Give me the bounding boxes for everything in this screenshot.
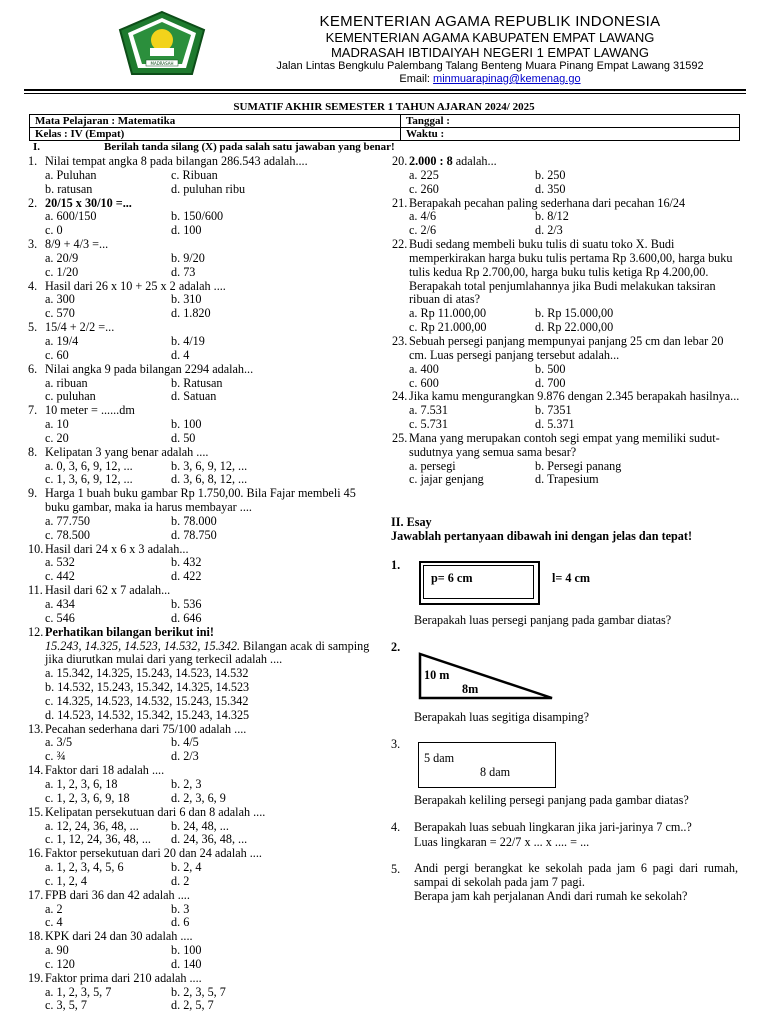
question-number: 23.: [392, 333, 408, 348]
exam-info-table: [29, 114, 740, 141]
answer-option[interactable]: c. 5.731: [409, 417, 448, 432]
answer-option[interactable]: a. 4/6: [409, 209, 437, 224]
answer-option[interactable]: a. 532: [45, 555, 75, 570]
answer-option[interactable]: d. 2/3: [171, 749, 199, 764]
rect3-width-label: 5 dam: [424, 751, 455, 765]
answer-option[interactable]: a. ribuan: [45, 375, 88, 390]
question-number: 17.: [28, 887, 44, 902]
option-row: [45, 598, 380, 612]
question-text: Pecahan sederhana dari 75/100 adalah ....: [45, 721, 247, 736]
questions-right-column: [392, 155, 742, 487]
question-text: 20/15 x 30/10 =...: [45, 195, 132, 210]
option-row: [45, 252, 380, 266]
answer-option[interactable]: a. 12, 24, 36, 48, ...: [45, 818, 139, 833]
answer-option[interactable]: c. 1, 3, 6, 9, 12, ...: [45, 472, 133, 487]
question-item: [392, 155, 742, 197]
option-row: [45, 390, 380, 404]
school-name: MADRASAH IBTIDAIYAH NEGERI 1 EMPAT LAWANG: [330, 45, 650, 60]
answer-option[interactable]: c. 20: [45, 430, 69, 445]
option-row: [409, 321, 742, 335]
essay-question-5: Andi pergi berangkat ke sekolah pada jam 6 pagi dari rumah, sampai di sekolah pada jam 7 pagi. Berapa jam kah perjalanan Andi dari rumah ke sekolah?: [414, 861, 738, 903]
question-number: 2.: [28, 195, 38, 210]
question-text: Mana yang merupakan contoh segi empat yang memiliki sudut-sudutnya yang semua sama besar?: [409, 430, 720, 459]
answer-option[interactable]: b. 536: [171, 597, 202, 611]
option-row: [45, 432, 380, 446]
question-item: [28, 446, 380, 488]
answer-option[interactable]: d. 2/3: [535, 223, 563, 238]
answer-option[interactable]: d. 2: [171, 873, 190, 888]
question-item: [28, 321, 380, 363]
option-row: [45, 833, 380, 847]
answer-option[interactable]: c. 1/20: [45, 264, 79, 279]
answer-option[interactable]: b. 4/19: [171, 333, 205, 348]
option-row: [45, 529, 380, 543]
question-text: Faktor persekutuan dari 20 dan 24 adalah ....: [45, 846, 262, 861]
option-row: [409, 418, 742, 432]
answer-option[interactable]: c. 1, 12, 24, 36, 48, ...: [45, 832, 151, 847]
answer-option[interactable]: b. 3: [171, 901, 190, 916]
answer-option[interactable]: b. 432: [171, 555, 202, 570]
answer-option[interactable]: a. 225: [409, 167, 439, 182]
essay-subheading: Jawablah pertanyaan dibawah ini dengan jelas dan tepat!: [391, 528, 693, 543]
question-text: Budi sedang membeli buku tulis di suatu toko X. Budi memperkirakan harga buku tulis pertama Rp 3.600,00, harga buku tulis kedua Rp 2.700,00, harga buku tulis ketiga Rp 4.200,00. Berapakah total penjumlahannya jika Budi melakukan taksiran ribuan di atas?: [409, 237, 733, 307]
answer-option[interactable]: a. 1, 2, 3, 6, 18: [45, 776, 118, 791]
answer-option[interactable]: d. 700: [535, 375, 566, 390]
answer-option[interactable]: a. 1, 2, 3, 4, 5, 6: [45, 860, 124, 875]
option-row: [409, 377, 742, 391]
option-row: [409, 210, 742, 224]
essay-question-1: Berapakah luas persegi panjang pada gambar diatas?: [414, 613, 672, 627]
essay-number-4: 4.: [391, 820, 401, 834]
answer-option[interactable]: d. 6: [171, 915, 190, 930]
option-row: [45, 875, 380, 889]
answer-option[interactable]: d. Satuan: [171, 389, 217, 404]
question-number: 5.: [28, 320, 38, 335]
answer-option[interactable]: d. 73: [171, 264, 196, 279]
answer-option[interactable]: a. 0, 3, 6, 9, 12, ...: [45, 458, 133, 473]
question-item: [28, 543, 380, 585]
answer-option[interactable]: b. 78.000: [171, 513, 217, 528]
answer-option[interactable]: a. 1, 2, 3, 5, 7: [45, 984, 112, 999]
question-text: 10 meter = ......dm: [45, 403, 135, 418]
question-text: Perhatikan bilangan berikut ini! 15.243, 14.325, 14.523, 14.532, 15.342. Bilangan acak di samping jika diurutkan mulai dari yang terkecil adalah ....: [45, 624, 370, 667]
answer-option[interactable]: c. Rp 21.000,00: [409, 320, 487, 335]
answer-option[interactable]: d. 50: [171, 430, 196, 445]
question-item: [28, 197, 380, 239]
question-item: [28, 972, 380, 1014]
question-number: 8.: [28, 444, 38, 459]
question-text: Sebuah persegi panjang mempunyai panjang 25 cm dan lebar 20 cm. Luas persegi panjang tersebut adalah...: [409, 333, 724, 362]
question-item: [28, 889, 380, 931]
triangle-height-label: 10 m: [424, 668, 450, 682]
option-row: [45, 473, 380, 487]
question-item: [28, 723, 380, 765]
answer-option[interactable]: c. 78.500: [45, 527, 91, 542]
option-row: [45, 903, 380, 917]
answer-option[interactable]: a. 400: [409, 361, 439, 376]
question-item: [28, 238, 380, 280]
answer-option[interactable]: b. 4/5: [171, 735, 199, 750]
question-text: Hasil dari 26 x 10 + 25 x 2 adalah ....: [45, 278, 226, 293]
question-text: 8/9 + 4/3 =...: [45, 237, 109, 252]
question-item: [28, 584, 380, 626]
answer-option[interactable]: d. 2, 3, 6, 9: [171, 790, 226, 805]
question-item: [28, 155, 380, 197]
option-row: [45, 736, 380, 750]
option-row: [45, 515, 380, 529]
answer-option[interactable]: d. 14.523, 14.532, 15.342, 15.243, 14.325: [45, 707, 250, 722]
answer-option[interactable]: c. 60: [45, 347, 69, 362]
answer-option[interactable]: a. 10: [45, 417, 69, 432]
option-row: [45, 861, 380, 875]
question-text: Faktor prima dari 210 adalah ....: [45, 970, 202, 985]
letterhead: [0, 0, 768, 90]
answer-option[interactable]: a. 600/150: [45, 209, 97, 224]
answer-option[interactable]: b. Ratusan: [171, 375, 223, 390]
answer-option[interactable]: b. 250: [535, 167, 566, 182]
essay-question-3: Berapakah keliling persegi panjang pada gambar diatas?: [414, 793, 689, 807]
answer-option[interactable]: c. 0: [45, 223, 63, 238]
question-text: Faktor dari 18 adalah ....: [45, 763, 165, 778]
question-text: 2.000 : 8 adalah...: [409, 154, 497, 168]
question-text: Nilai tempat angka 8 pada bilangan 286.543 adalah....: [45, 154, 308, 168]
question-text: Hasil dari 24 x 6 x 3 adalah...: [45, 541, 189, 556]
option-row: [45, 944, 380, 958]
essay-question-4: Berapakah luas sebuah lingkaran jika jari-jarinya 7 cm..? Luas lingkaran = 22/7 x ... x .... = ...: [414, 820, 692, 849]
question-text: Jika kamu mengurangkan 9.876 dengan 2.345 berapakah hasilnya...: [409, 389, 740, 404]
header-rule: [24, 89, 746, 91]
answer-option[interactable]: c. 2/6: [409, 223, 437, 238]
question-text: FPB dari 36 dan 42 adalah ....: [45, 887, 190, 902]
answer-option[interactable]: b. 24, 48, ...: [171, 818, 229, 833]
answer-option[interactable]: b. 3, 6, 9, 12, ...: [171, 458, 248, 473]
question-number: 16.: [28, 846, 44, 861]
essay-question-2: Berapakah luas segitiga disamping?: [414, 710, 589, 724]
answer-option[interactable]: b. 2, 3: [171, 776, 202, 791]
answer-option[interactable]: b. 2, 3, 5, 7: [171, 984, 226, 999]
answer-option[interactable]: c. 4: [45, 915, 63, 930]
answer-option[interactable]: c. jajar genjang: [409, 472, 484, 487]
email-link[interactable]: minmuarapinag@kemenag.go: [433, 73, 581, 85]
option-row: [45, 958, 380, 972]
question-text: Nilai angka 9 pada bilangan 2294 adalah...: [45, 361, 254, 376]
option-row: [45, 460, 380, 474]
answer-option[interactable]: a. 15.342, 14.325, 15.243, 14.523, 14.532: [45, 666, 249, 681]
answer-option[interactable]: a. 20/9: [45, 250, 79, 265]
question-number: 4.: [28, 278, 38, 293]
option-row: [45, 986, 380, 1000]
answer-option[interactable]: b. 100: [171, 417, 202, 432]
questions-left-column: [28, 155, 380, 1013]
answer-option[interactable]: a. 300: [45, 292, 75, 307]
essay-number-2: 2.: [391, 640, 401, 654]
answer-option[interactable]: b. 8/12: [535, 209, 569, 224]
regency-office: KEMENTERIAN AGAMA KABUPATEN EMPAT LAWANG: [325, 30, 655, 45]
answer-option[interactable]: c. 120: [45, 956, 75, 971]
question-number: 13.: [28, 721, 44, 736]
question-item: [28, 764, 380, 806]
subject-cell: Mata Pelajaran : Matematika: [30, 115, 401, 128]
answer-option[interactable]: d. 646: [171, 610, 202, 625]
answer-option[interactable]: d. Rp 22.000,00: [535, 320, 614, 335]
school-email: Email: minmuarapinag@kemenag.go: [399, 73, 581, 85]
option-row: [45, 820, 380, 834]
question-item: [28, 847, 380, 889]
date-cell: Tanggal :: [401, 115, 740, 128]
essay-section: [391, 516, 741, 544]
option-row: [45, 792, 380, 806]
question-number: 25.: [392, 430, 408, 445]
answer-option[interactable]: c. 3, 5, 7: [45, 998, 87, 1013]
question-text: Hasil dari 62 x 7 adalah...: [45, 583, 171, 598]
answer-option[interactable]: b. Persegi panang: [535, 458, 622, 473]
ministry-logo-icon: [116, 10, 208, 78]
triangle-base-label: 8m: [462, 682, 479, 696]
school-address: Jalan Lintas Bengkulu Palembang Talang Benteng Muara Pinang Empat Lawang 31592: [276, 60, 704, 72]
answer-option[interactable]: a. 90: [45, 943, 69, 958]
question-number: 7.: [28, 403, 38, 418]
question-number: 6.: [28, 361, 38, 376]
option-row: [409, 224, 742, 238]
question-number: 1.: [28, 154, 38, 168]
answer-option[interactable]: d. 78.750: [171, 527, 217, 542]
answer-option[interactable]: a. 77.750: [45, 513, 91, 528]
question-item: [28, 404, 380, 446]
essay-heading: II. Esay: [391, 515, 432, 529]
answer-option[interactable]: a. persegi: [409, 458, 456, 473]
answer-option[interactable]: c. 1, 2, 4: [45, 873, 87, 888]
question-number: 24.: [392, 389, 408, 404]
question-text: Kelipatan 3 yang benar adalah ....: [45, 444, 209, 459]
option-row: [45, 999, 380, 1013]
question-item: [392, 390, 742, 432]
question-number: 12.: [28, 624, 44, 639]
option-row: [45, 570, 380, 584]
question-item: [392, 238, 742, 335]
question-text: Harga 1 buah buku gambar Rp 1.750,00. Bila Fajar membeli 45 buku gambar, maka ia harus membayar ....: [45, 486, 356, 515]
svg-text:MADRASAH: MADRASAH: [150, 61, 174, 66]
question-item: [28, 363, 380, 405]
question-item: [392, 335, 742, 390]
answer-option[interactable]: c. 442: [45, 569, 75, 584]
question-number: 11.: [28, 583, 43, 598]
answer-option[interactable]: c. 600: [409, 375, 439, 390]
answer-option[interactable]: d. 24, 36, 48, ...: [171, 832, 248, 847]
option-row: [45, 612, 380, 626]
answer-option[interactable]: c. 570: [45, 306, 75, 321]
option-row: [45, 335, 380, 349]
option-row: [45, 418, 380, 432]
option-row: [409, 363, 742, 377]
option-row: [409, 183, 742, 197]
question-number: 15.: [28, 804, 44, 819]
answer-option[interactable]: b. 14.532, 15.243, 15.342, 14.325, 14.523: [45, 680, 250, 695]
question-number: 20.: [392, 154, 408, 168]
answer-option[interactable]: b. 310: [171, 292, 202, 307]
answer-option[interactable]: b. 2, 4: [171, 860, 202, 875]
question-number: 14.: [28, 763, 44, 778]
option-row: [45, 307, 380, 321]
answer-option[interactable]: b. 500: [535, 361, 566, 376]
answer-option[interactable]: d. 140: [171, 956, 202, 971]
answer-option[interactable]: b. 7351: [535, 403, 572, 418]
answer-option[interactable]: d. 1.820: [171, 306, 211, 321]
answer-option[interactable]: b. ratusan: [45, 181, 93, 196]
question-number: 19.: [28, 970, 44, 985]
option-row: [45, 266, 380, 280]
option-row: [45, 778, 380, 792]
answer-option[interactable]: a. 19/4: [45, 333, 79, 348]
answer-option[interactable]: b. Rp 15.000,00: [535, 306, 614, 321]
question-text: Kelipatan persekutuan dari 6 dan 8 adalah ....: [45, 804, 266, 819]
option-row: [45, 750, 380, 764]
question-number: 3.: [28, 237, 38, 252]
class-cell: Kelas : IV (Empat): [30, 128, 401, 141]
option-row: [45, 349, 380, 363]
answer-option[interactable]: c. 14.325, 14.523, 14.532, 15.243, 15.342: [45, 693, 249, 708]
answer-option[interactable]: a. Puluhan: [45, 167, 97, 182]
answer-option[interactable]: a. 434: [45, 597, 75, 611]
option-row: [45, 556, 380, 570]
question-item: [28, 626, 380, 723]
question-number: 9.: [28, 486, 38, 501]
option-row: [45, 916, 380, 930]
answer-option[interactable]: c. puluhan: [45, 389, 96, 404]
ministry-name: KEMENTERIAN AGAMA REPUBLIK INDONESIA: [319, 13, 661, 30]
answer-option[interactable]: d. 4: [171, 347, 190, 362]
answer-option[interactable]: c. 1, 2, 3, 6, 9, 18: [45, 790, 130, 805]
question-item: [28, 280, 380, 322]
answer-option[interactable]: a. Rp 11.000,00: [409, 306, 487, 321]
option-row: [409, 169, 742, 183]
question-text: KPK dari 24 dan 30 adalah ....: [45, 929, 193, 944]
rect-width-label: l= 4 cm: [552, 571, 591, 585]
answer-option[interactable]: c. 546: [45, 610, 75, 625]
option-row: [409, 460, 742, 474]
answer-option[interactable]: d. 350: [535, 181, 566, 196]
answer-option[interactable]: c. ¾: [45, 749, 66, 764]
answer-option[interactable]: d. Trapesium: [535, 472, 599, 487]
answer-option[interactable]: a. 7.531: [409, 403, 448, 418]
answer-option[interactable]: b. 150/600: [171, 209, 224, 224]
question-text: 15/4 + 2/2 =...: [45, 320, 115, 335]
option-row: [45, 293, 380, 307]
answer-option[interactable]: a. 2: [45, 901, 63, 916]
option-row: [45, 169, 380, 183]
question-item: [392, 197, 742, 239]
option-row: [409, 473, 742, 487]
question-item: [28, 930, 380, 972]
rect-length-label: p= 6 cm: [431, 571, 473, 585]
exam-title: SUMATIF AKHIR SEMESTER 1 TAHUN AJARAN 2024/ 2025: [233, 101, 535, 113]
question-text: Berapakah pecahan paling sederhana dari pecahan 16/24: [409, 195, 686, 210]
option-row: [45, 183, 380, 197]
answer-option[interactable]: b. 100: [171, 943, 202, 958]
option-row: [45, 377, 380, 391]
essay-number-3: 3.: [391, 737, 401, 751]
answer-option[interactable]: c. 260: [409, 181, 439, 196]
question-number: 10.: [28, 541, 44, 556]
answer-option[interactable]: c. Ribuan: [171, 167, 218, 182]
header-rule-thin: [24, 93, 746, 94]
answer-option[interactable]: d. 422: [171, 569, 202, 584]
answer-option[interactable]: a. 3/5: [45, 735, 73, 750]
option-row: [45, 210, 380, 224]
option-row: [45, 224, 380, 238]
question-item: [392, 432, 742, 487]
rect3-length-label: 8 dam: [480, 765, 511, 779]
question-number: 21.: [392, 195, 408, 210]
time-cell: Waktu :: [401, 128, 740, 141]
answer-option[interactable]: d. puluhan ribu: [171, 181, 246, 196]
question-number: 18.: [28, 929, 44, 944]
option-row: [409, 307, 742, 321]
option-row: [409, 404, 742, 418]
answer-option[interactable]: d. 100: [171, 223, 202, 238]
question-item: [28, 487, 380, 542]
question-item: [28, 806, 380, 848]
question-number: 22.: [392, 237, 408, 252]
essay-number-5: 5.: [391, 862, 401, 876]
answer-option[interactable]: d. 2, 5, 7: [171, 998, 214, 1013]
essay-number-1: 1.: [391, 558, 401, 572]
answer-option[interactable]: d. 3, 6, 8, 12, ...: [171, 472, 248, 487]
answer-option[interactable]: d. 5.371: [535, 417, 575, 432]
answer-option[interactable]: b. 9/20: [171, 250, 205, 265]
